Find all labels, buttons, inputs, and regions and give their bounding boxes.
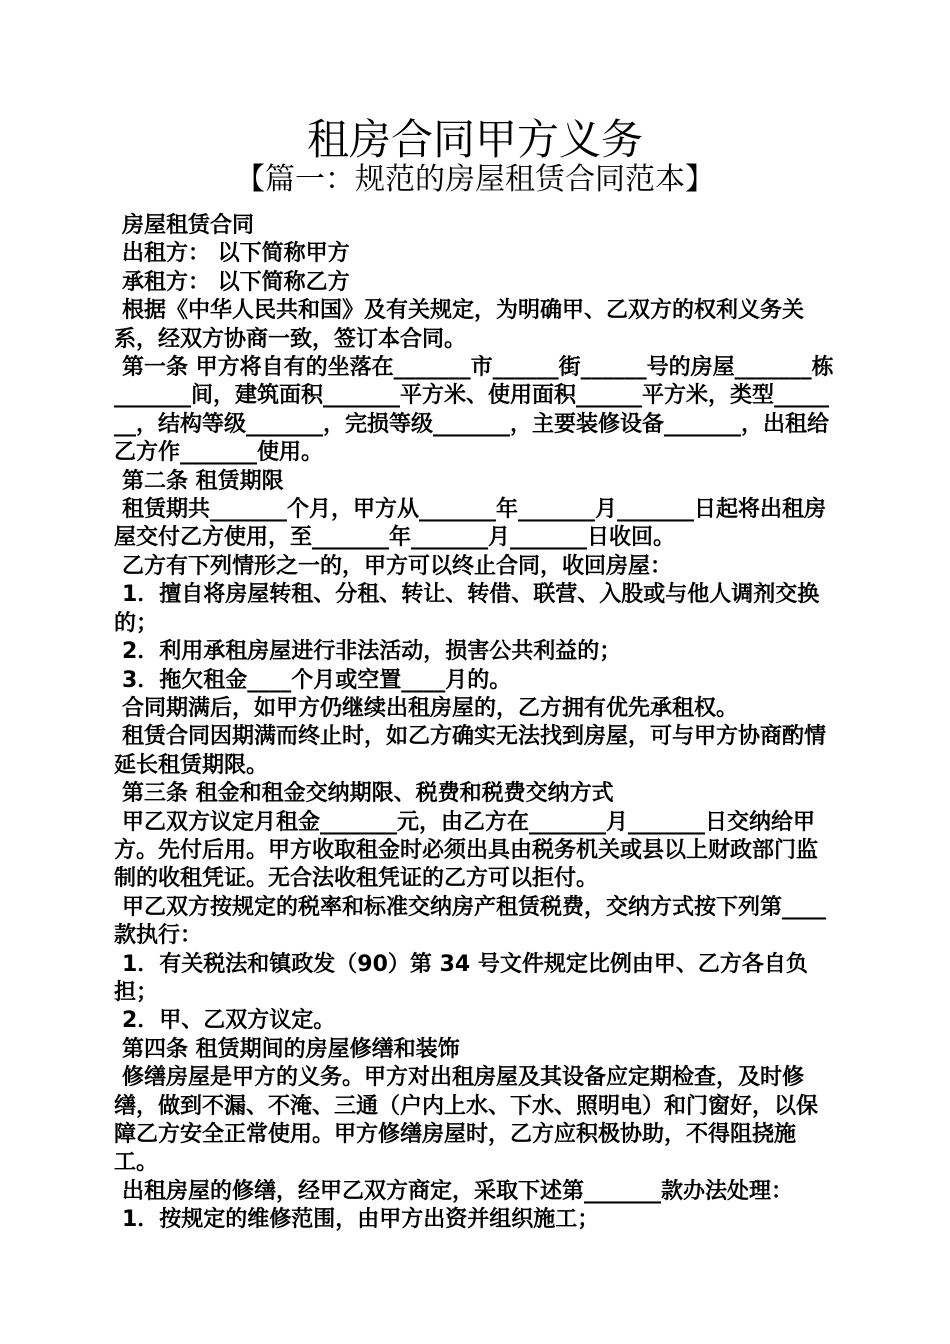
paragraph: 甲乙双方议定月租金_______元，由乙方在_______月_______日交纳给甲方。先付后用。甲方收取租金时必须出具由税务机关或县以上财政部门监制的收租凭证。无合法收租凭证的乙方可以拒付。 (114, 809, 819, 892)
paragraph: 甲乙双方按规定的税率和标准交纳房产租赁税费，交纳方式按下列第____款执行： (114, 894, 827, 949)
paragraph: 出租房屋的修缮，经甲乙双方商定，采取下述第_______款办法处理： (122, 1178, 794, 1204)
paragraph: 2．甲、乙双方议定。 (122, 1008, 336, 1034)
paragraph: 乙方有下列情形之一的，甲方可以终止合同，收回房屋： (122, 553, 673, 579)
paragraph: 房屋租赁合同 (122, 213, 255, 238)
paragraph: 1．按规定的维修范围，由甲方出资并组织施工； (122, 1207, 600, 1233)
paragraph: 1．擅自将房屋转租、分租、转让、转借、联营、入股或与他人调剂交换的； (114, 582, 820, 636)
paragraph: 承租方： 以下简称乙方 (122, 269, 350, 295)
paragraph: 第四条 租赁期间的房屋修缮和装饰 (122, 1036, 460, 1062)
paragraph: 第三条 租金和租金交纳期限、税费和税费交纳方式 (122, 781, 614, 807)
paragraph: 3．拖欠租金____个月或空置____月的。 (122, 667, 512, 693)
paragraph: 2．利用承租房屋进行非法活动，损害公共利益的； (122, 639, 622, 665)
document-subtitle: 【篇一：规范的房屋租赁合同范本】 (235, 162, 715, 197)
paragraph: 出租方： 以下简称甲方 (122, 241, 350, 267)
paragraph: 租赁期共_______个月，甲方从_______年_______月_______日起将出租房屋交付乙方使用，至_______年_______月_______日收回。 (114, 497, 827, 551)
document-body (114, 212, 836, 1235)
paragraph: 租赁合同因期满而终止时，如乙方确实无法找到房屋，可与甲方协商酌情延长租赁期限。 (114, 724, 827, 778)
paragraph: 合同期满后，如甲方仍继续出租房屋的，乙方拥有优先承租权。 (122, 695, 739, 721)
paragraph: 1．有关税法和镇政发（90）第 34 号文件规定比例由甲、乙方各自负担； (114, 951, 808, 1005)
document-title: 租房合同甲方义务 (306, 115, 643, 164)
paragraph: 修缮房屋是甲方的义务。甲方对出租房屋及其设备应定期检查，及时修缮，做到不漏、不淹、三通（户内上水、下水、照明电）和门窗好，以保障乙方安全正常使用。甲方修缮房屋时，乙方应积极协助，不得阻挠施工。 (114, 1065, 819, 1176)
paragraph: 第一条 甲方将自有的坐落在_______市______街______号的房屋_______栋_______间，建筑面积_______平方米、使用面积______平方米，类型_______，结构等级_______，完损等级_______，主要装修设备_______，出租给乙方作_______使用。 (114, 355, 834, 466)
paragraph: 第二条 租赁期限 (122, 468, 284, 494)
paragraph: 根据《中华人民共和国》及有关规定，为明确甲、乙双方的权利义务关系，经双方协商一致，签订本合同。 (114, 298, 805, 352)
